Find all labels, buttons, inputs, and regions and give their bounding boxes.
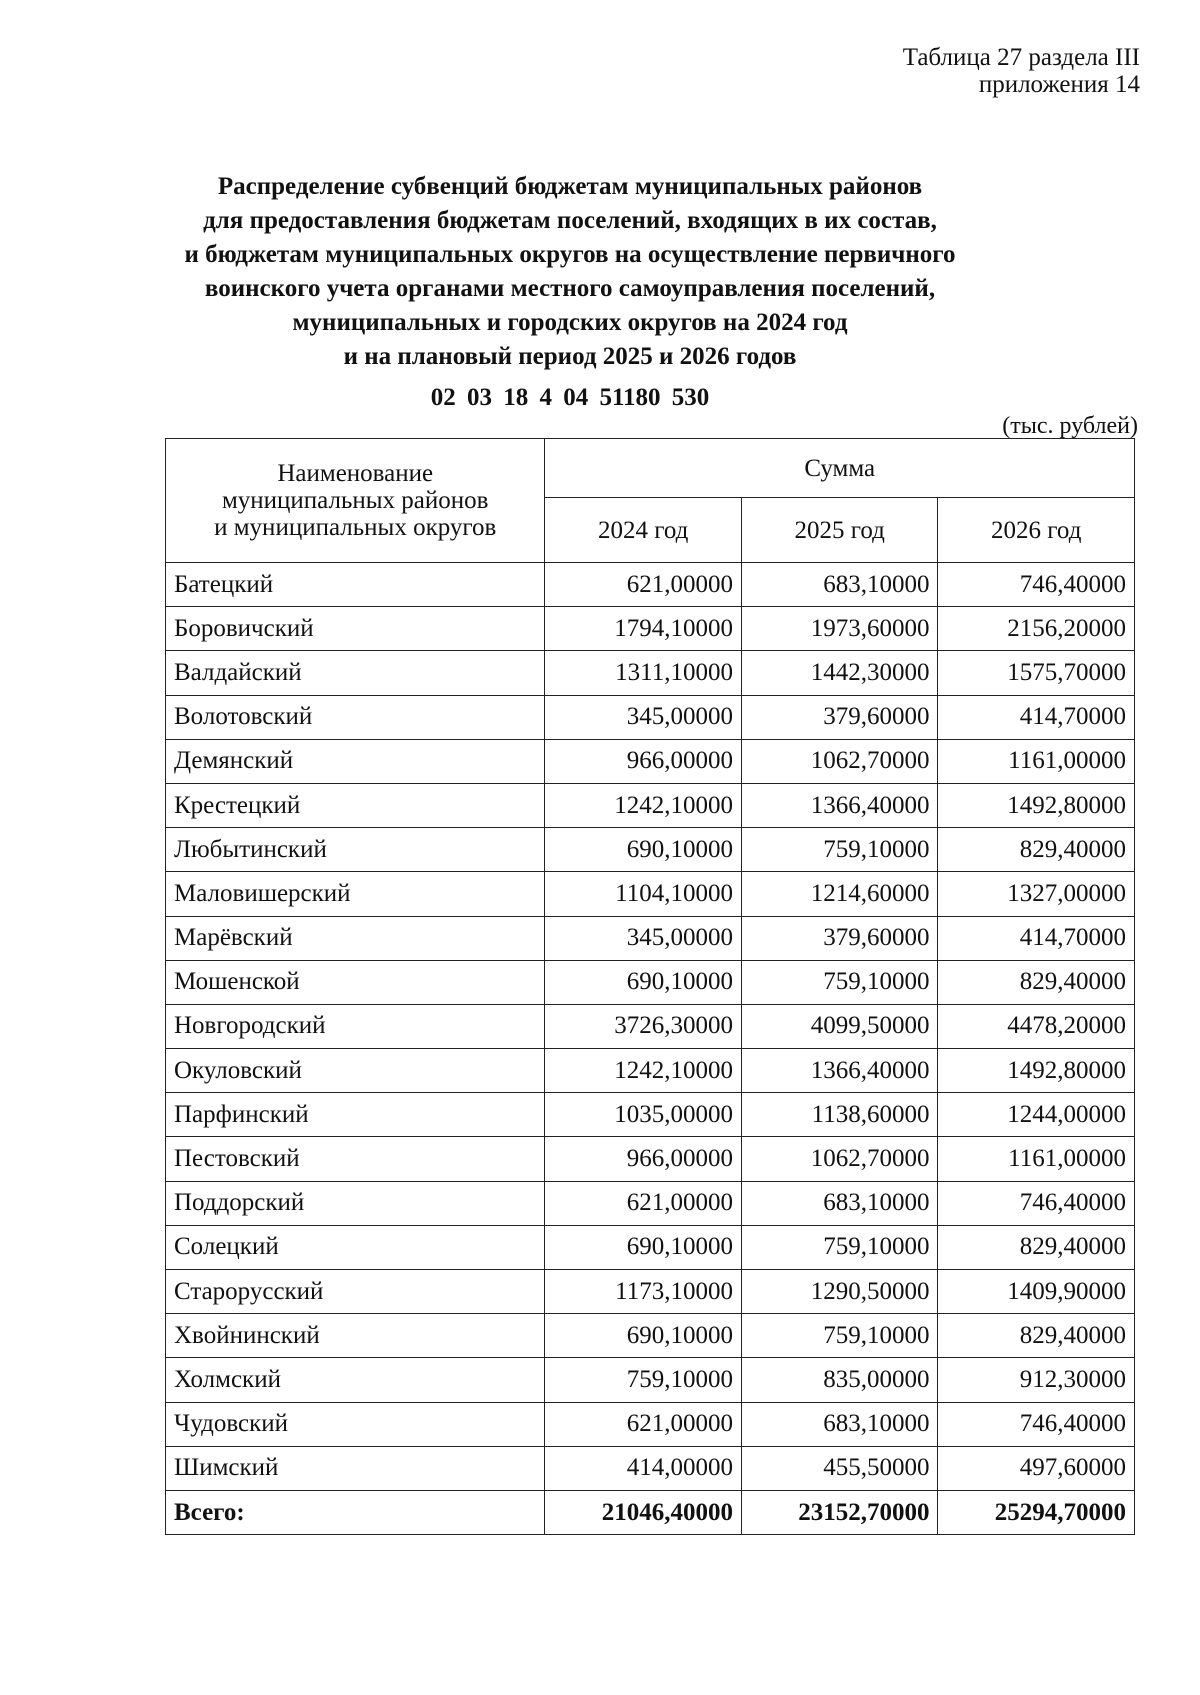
value-2026-cell: 1492,80000 [938, 1049, 1135, 1093]
value-2026-cell: 746,40000 [938, 1402, 1135, 1446]
table-row [166, 1270, 1135, 1314]
value-2026-cell: 746,40000 [938, 1181, 1135, 1225]
value-2024-cell: 1173,10000 [545, 1270, 742, 1314]
value-2025-cell: 1290,50000 [741, 1270, 938, 1314]
value-2026-cell: 1492,80000 [938, 783, 1135, 827]
year-2026-header: 2026 год [938, 498, 1135, 563]
table-row [166, 783, 1135, 827]
appendix-reference-line: приложения 14 [978, 71, 1140, 98]
value-2026-cell: 746,40000 [938, 563, 1135, 607]
value-2025-cell: 759,10000 [741, 828, 938, 872]
value-2026-cell: 829,40000 [938, 960, 1135, 1004]
value-2026-cell: 912,30000 [938, 1358, 1135, 1402]
table-row [166, 1004, 1135, 1048]
table-row [166, 1181, 1135, 1225]
district-name-cell: Любытинский [166, 828, 545, 872]
value-2024-cell: 1035,00000 [545, 1093, 742, 1137]
value-2025-cell: 683,10000 [741, 563, 938, 607]
district-name-cell: Батецкий [166, 563, 545, 607]
value-2025-cell: 1062,70000 [741, 739, 938, 783]
table-reference-note [903, 44, 1140, 98]
title-line-4: воинского учета органами местного самоуправления поселений, [204, 275, 936, 302]
value-2024-cell: 621,00000 [545, 1181, 742, 1225]
title-line-1: Распределение субвенций бюджетам муниципальных районов [217, 173, 923, 200]
district-name-cell: Чудовский [166, 1402, 545, 1446]
budget-classification-code: 02 03 18 4 04 51180 530 [430, 384, 710, 411]
value-2025-cell: 1366,40000 [741, 1049, 938, 1093]
value-2024-cell: 345,00000 [545, 695, 742, 739]
district-name-cell: Мошенской [166, 960, 545, 1004]
district-name-cell: Холмский [166, 1358, 545, 1402]
value-2024-cell: 759,10000 [545, 1358, 742, 1402]
value-2025-cell: 1366,40000 [741, 783, 938, 827]
value-2024-cell: 690,10000 [545, 1314, 742, 1358]
value-2024-cell: 1104,10000 [545, 872, 742, 916]
table-row [166, 1049, 1135, 1093]
document-title [150, 170, 990, 415]
value-2026-cell: 1161,00000 [938, 739, 1135, 783]
table-body [166, 563, 1135, 1535]
district-name-cell: Демянский [166, 739, 545, 783]
name-header-line-1: Наименование [277, 460, 434, 487]
value-2024-cell: 1242,10000 [545, 783, 742, 827]
title-line-6: и на плановый период 2025 и 2026 годов [343, 343, 797, 370]
year-2024-header: 2024 год [545, 498, 742, 563]
table-row [166, 563, 1135, 607]
value-2024-cell: 966,00000 [545, 1137, 742, 1181]
table-row [166, 651, 1135, 695]
table-row [166, 1225, 1135, 1269]
value-2024-cell: 3726,30000 [545, 1004, 742, 1048]
value-2024-cell: 621,00000 [545, 1402, 742, 1446]
table-header-row [166, 439, 1135, 498]
value-2025-cell: 4099,50000 [741, 1004, 938, 1048]
table-row [166, 1446, 1135, 1490]
value-2025-cell: 455,50000 [741, 1446, 938, 1490]
district-name-cell: Окуловский [166, 1049, 545, 1093]
value-2026-cell: 829,40000 [938, 1225, 1135, 1269]
table-row [166, 916, 1135, 960]
value-2026-cell: 1161,00000 [938, 1137, 1135, 1181]
value-2025-cell: 1973,60000 [741, 607, 938, 651]
table-row [166, 1137, 1135, 1181]
year-2025-header: 2025 год [741, 498, 938, 563]
title-line-2: для предоставления бюджетам поселений, входящих в их состав, [203, 207, 937, 234]
table-row [166, 828, 1135, 872]
name-column-header [166, 439, 545, 563]
name-header-line-3: и муниципальных округов [214, 514, 497, 541]
district-name-cell: Солецкий [166, 1225, 545, 1269]
district-name-cell: Парфинский [166, 1093, 545, 1137]
value-2025-cell: 1442,30000 [741, 651, 938, 695]
value-2025-cell: 759,10000 [741, 1225, 938, 1269]
district-name-cell: Волотовский [166, 695, 545, 739]
value-2025-cell: 379,60000 [741, 695, 938, 739]
district-name-cell: Валдайский [166, 651, 545, 695]
district-name-cell: Крестецкий [166, 783, 545, 827]
district-name-cell: Новгородский [166, 1004, 545, 1048]
value-2025-cell: 759,10000 [741, 1314, 938, 1358]
value-2025-cell: 379,60000 [741, 916, 938, 960]
value-2026-cell: 4478,20000 [938, 1004, 1135, 1048]
value-2024-cell: 621,00000 [545, 563, 742, 607]
value-2025-cell: 683,10000 [741, 1402, 938, 1446]
value-2025-cell: 835,00000 [741, 1358, 938, 1402]
district-name-cell: Шимский [166, 1446, 545, 1490]
value-2026-cell: 497,60000 [938, 1446, 1135, 1490]
value-2025-cell: 1062,70000 [741, 1137, 938, 1181]
value-2024-cell: 1794,10000 [545, 607, 742, 651]
table-row [166, 1314, 1135, 1358]
table-row [166, 695, 1135, 739]
district-name-cell: Старорусский [166, 1270, 545, 1314]
table-row [166, 739, 1135, 783]
table-row [166, 960, 1135, 1004]
title-line-3: и бюджетам муниципальных округов на осуществление первичного [184, 241, 956, 268]
value-2025-cell: 1214,60000 [741, 872, 938, 916]
value-2024-cell: 1242,10000 [545, 1049, 742, 1093]
value-2025-cell: 759,10000 [741, 960, 938, 1004]
value-2026-cell: 829,40000 [938, 828, 1135, 872]
value-2024-cell: 345,00000 [545, 916, 742, 960]
value-2026-cell: 414,70000 [938, 695, 1135, 739]
value-2024-cell: 414,00000 [545, 1446, 742, 1490]
value-2025-cell: 1138,60000 [741, 1093, 938, 1137]
value-2026-cell: 1575,70000 [938, 651, 1135, 695]
value-2026-cell: 829,40000 [938, 1314, 1135, 1358]
table-row [166, 1358, 1135, 1402]
value-2024-cell: 21046,40000 [545, 1490, 742, 1534]
value-2024-cell: 690,10000 [545, 1225, 742, 1269]
table-row [166, 1402, 1135, 1446]
value-2025-cell: 683,10000 [741, 1181, 938, 1225]
value-2026-cell: 25294,70000 [938, 1490, 1135, 1534]
subvention-table [165, 438, 1135, 1535]
value-2024-cell: 1311,10000 [545, 651, 742, 695]
district-name-cell: Поддорский [166, 1181, 545, 1225]
district-name-cell: Всего: [166, 1490, 545, 1534]
table-row [166, 872, 1135, 916]
value-2026-cell: 1327,00000 [938, 872, 1135, 916]
table-row [166, 607, 1135, 651]
value-2026-cell: 2156,20000 [938, 607, 1135, 651]
district-name-cell: Хвойнинский [166, 1314, 545, 1358]
district-name-cell: Марёвский [166, 916, 545, 960]
district-name-cell: Боровичский [166, 607, 545, 651]
district-name-cell: Маловишерский [166, 872, 545, 916]
value-2026-cell: 1409,90000 [938, 1270, 1135, 1314]
value-2025-cell: 23152,70000 [741, 1490, 938, 1534]
name-header-line-2: муниципальных районов [221, 487, 489, 514]
value-2024-cell: 690,10000 [545, 960, 742, 1004]
value-2024-cell: 966,00000 [545, 739, 742, 783]
value-2024-cell: 690,10000 [545, 828, 742, 872]
units-label: (тыс. рублей) [1002, 413, 1138, 439]
table-reference-line: Таблица 27 раздела III [902, 44, 1140, 71]
sum-column-header: Сумма [545, 439, 1135, 498]
value-2026-cell: 414,70000 [938, 916, 1135, 960]
title-line-5: муниципальных и городских округов на 2024 год [292, 309, 848, 336]
total-row [166, 1490, 1135, 1534]
table-row [166, 1093, 1135, 1137]
value-2026-cell: 1244,00000 [938, 1093, 1135, 1137]
district-name-cell: Пестовский [166, 1137, 545, 1181]
